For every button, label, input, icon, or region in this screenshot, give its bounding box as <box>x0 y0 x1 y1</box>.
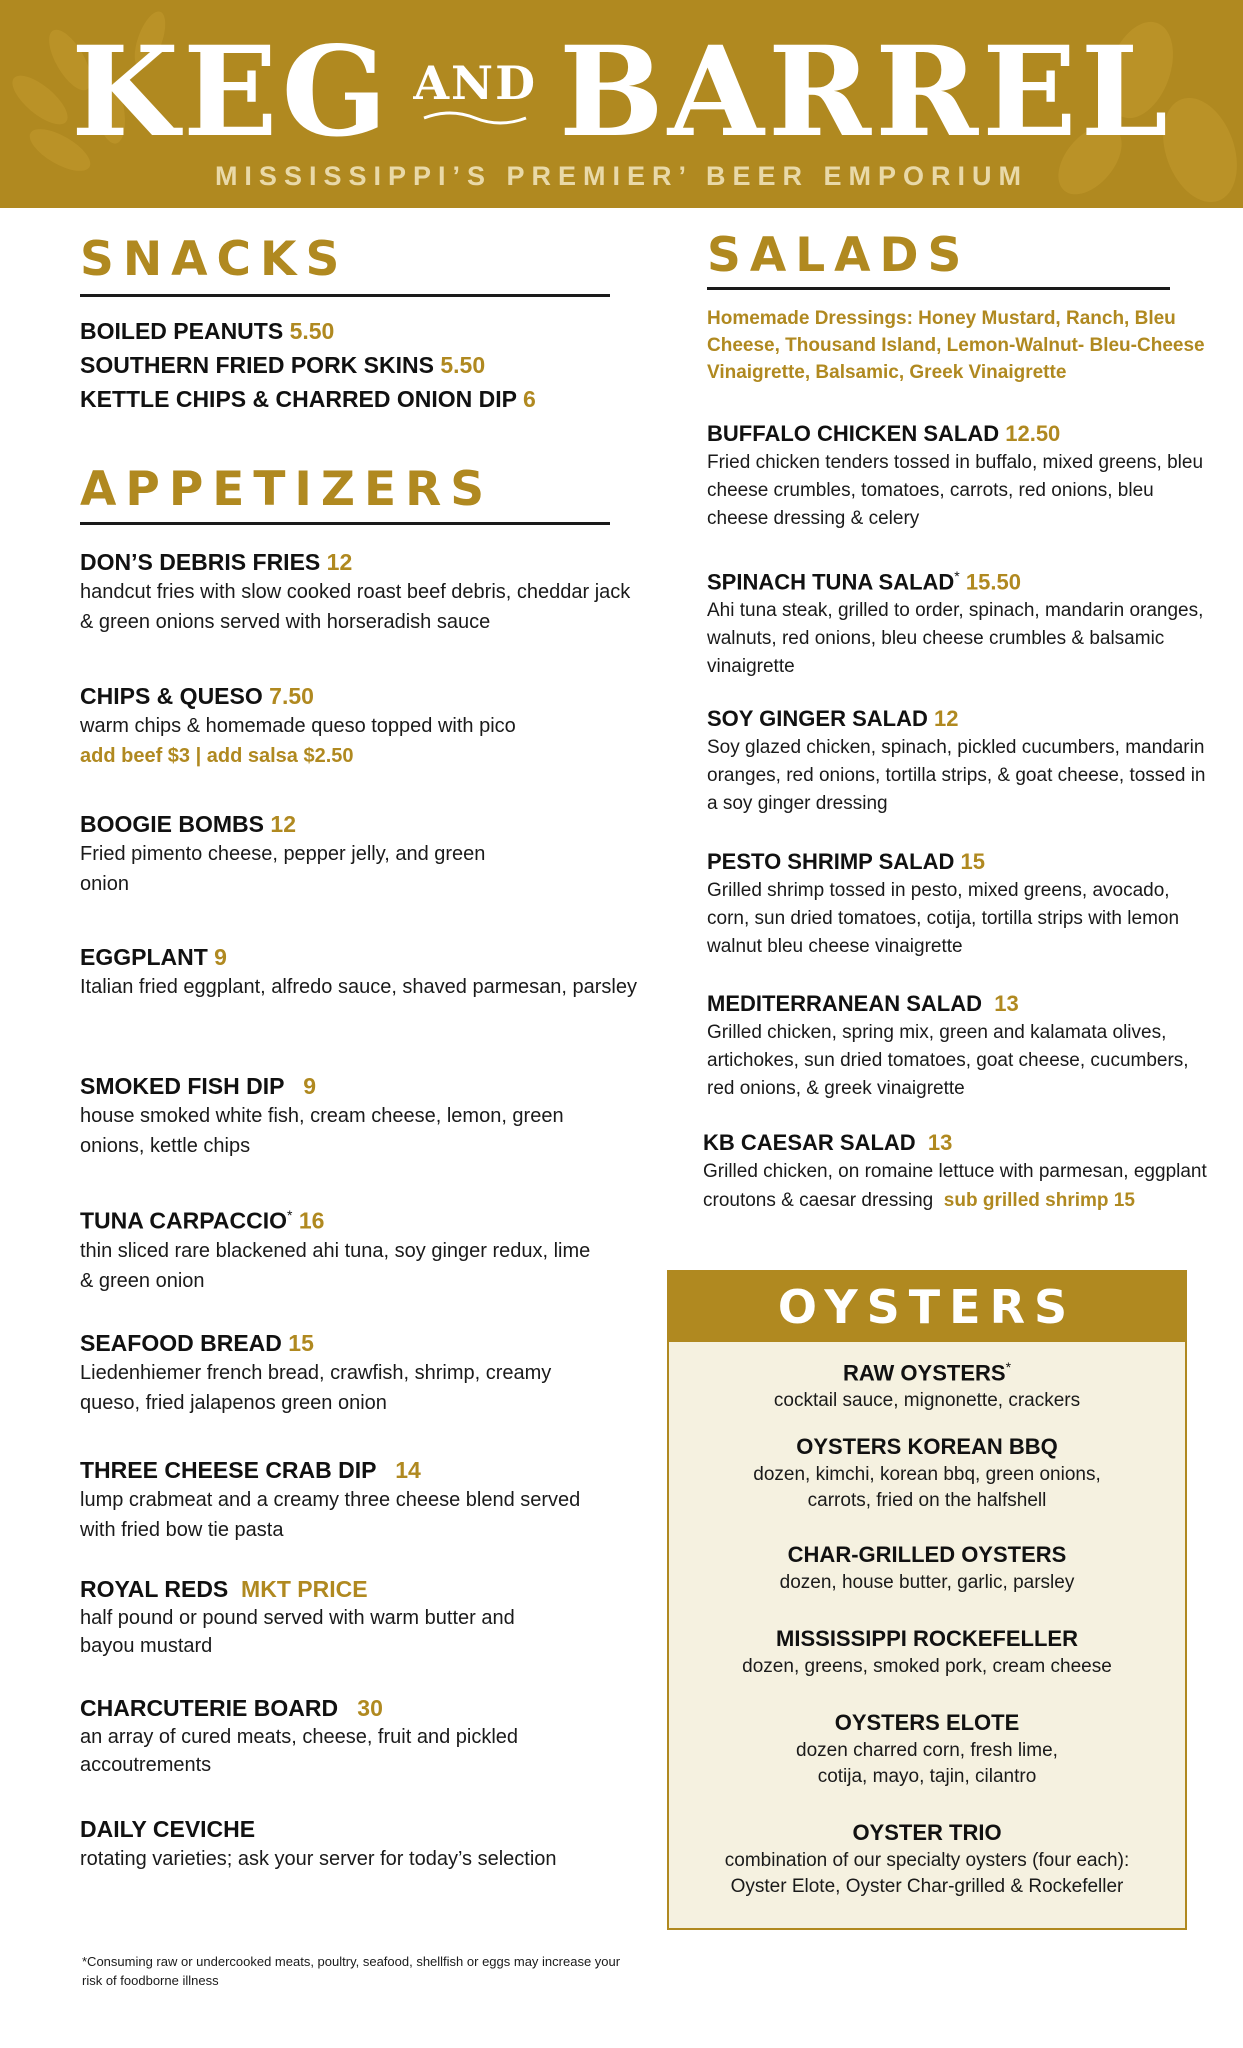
appetizer-item: ROYAL REDS MKT PRICE half pound or pound served with warm butter and bayou mustard <box>80 1576 515 1657</box>
oysters-box <box>667 1270 1187 1930</box>
snacks-heading: SNACKS <box>80 232 349 287</box>
salad-item: SOY GINGER SALAD 12 Soy glazed chicken, spinach, pickled cucumbers, mandarin oranges, red onions, tortilla strips, & goat cheese, tossed in a soy ginger dressing <box>707 706 1206 814</box>
appetizer-item: DAILY CEVICHE rotating varieties; ask your server for today’s selection <box>80 1816 557 1870</box>
appetizer-item: BOOGIE BOMBS 12 Fried pimento cheese, pepper jelly, and green onion <box>80 811 486 895</box>
snack-item: SOUTHERN FRIED PORK SKINS 5.50 <box>80 352 486 378</box>
oyster-item: MISSISSIPPI ROCKEFELLER dozen, greens, smoked pork, cream cheese <box>742 1626 1112 1677</box>
appetizer-item: SEAFOOD BREAD 15 Liedenhiemer french bread, crawfish, shrimp, creamy queso, fried jalapenos green onion <box>80 1330 552 1414</box>
salad-item: PESTO SHRIMP SALAD 15 Grilled shrimp tossed in pesto, mixed greens, avocado, corn, sun dried tomatoes, cotija, tortilla strips with lemon walnut bleu cheese vinaigrette <box>707 849 1180 957</box>
tagline: MISSISSIPPI’S PREMIER’ BEER EMPORIUM <box>214 161 1029 191</box>
oyster-item: OYSTER TRIO combination of our specialty oysters (four each): Oyster Elote, Oyster Char-grilled & Rockefeller <box>724 1820 1130 1897</box>
salad-item: KB CAESAR SALAD 13 Grilled chicken, on romaine lettuce with parmesan, eggplant croutons & caesar dressing sub grilled shrimp 15 <box>703 1130 1207 1211</box>
snacks-divider <box>80 294 610 297</box>
oysters-heading: OYSTERS <box>669 1272 1185 1342</box>
salads-heading: SALADS <box>707 228 971 283</box>
oyster-item: RAW OYSTERS* cocktail sauce, mignonette, crackers <box>773 1359 1081 1412</box>
appetizer-item: EGGPLANT 9 Italian fried eggplant, alfredo sauce, shaved parmesan, parsley <box>80 944 638 998</box>
food-safety-footnote: *Consuming raw or undercooked meats, poultry, seafood, shellfish or eggs may increase your risk of foodborne illness <box>82 1954 621 1988</box>
oyster-item: OYSTERS KOREAN BBQ dozen, kimchi, korean bbq, green onions, carrots, fried on the halfshell <box>753 1434 1101 1511</box>
salad-item: MEDITERRANEAN SALAD 13 Grilled chicken, spring mix, green and kalamata olives, artichokes, sun dried tomatoes, goat cheese, cucumbers, red onions, & greek vinaigrette <box>707 991 1189 1099</box>
appetizer-item: SMOKED FISH DIP 9 house smoked white fish, cream cheese, lemon, green onions, kettle chips <box>80 1073 564 1157</box>
logo-word-barrel: BARREL <box>559 20 1172 165</box>
menu-header <box>0 0 1243 208</box>
snack-item: BOILED PEANUTS 5.50 <box>80 318 335 344</box>
oyster-item: OYSTERS ELOTE dozen charred corn, fresh lime, cotija, mayo, tajin, cilantro <box>796 1710 1058 1787</box>
logo-and <box>413 56 537 126</box>
appetizers-heading: APPETIZERS <box>80 462 494 517</box>
appetizers-divider <box>80 522 610 525</box>
appetizer-item: TUNA CARPACCIO* 16 thin sliced rare blackened ahi tuna, soy ginger redux, lime & green onion <box>80 1207 591 1292</box>
restaurant-logo <box>0 20 1243 165</box>
salads-divider <box>707 287 1170 290</box>
appetizer-item: CHARCUTERIE BOARD 30 an array of cured meats, cheese, fruit and pickled accoutrements <box>80 1695 519 1776</box>
appetizer-item: THREE CHEESE CRAB DIP 14 lump crabmeat and a creamy three cheese blend served with fried bow tie pasta <box>80 1457 581 1541</box>
oyster-item: CHAR-GRILLED OYSTERS dozen, house butter, garlic, parsley <box>779 1542 1075 1593</box>
snack-item: KETTLE CHIPS & CHARRED ONION DIP 6 <box>80 386 536 412</box>
shrimp-upgrade: sub grilled shrimp 15 <box>943 1190 1135 1211</box>
dressings-note: Homemade Dressings: Honey Mustard, Ranch, Bleu Cheese, Thousand Island, Lemon-Walnut- Bleu-Cheese Vinaigrette, Balsamic, Greek Vinaigrette <box>707 308 1205 383</box>
snacks-list <box>80 314 640 416</box>
appetizer-item: DON’S DEBRIS FRIES 12 handcut fries with slow cooked roast beef debris, cheddar jack & green onions served with horseradish sauce <box>80 549 631 633</box>
swash-ornament <box>420 110 530 126</box>
appetizer-item: CHIPS & QUESO 7.50 warm chips & homemade queso topped with pico add beef $3 | add salsa $2.50 <box>80 681 640 771</box>
logo-word-keg: KEG <box>71 20 392 165</box>
logo-word-and: AND <box>413 56 537 110</box>
add-ons: add beef $3 | add salsa $2.50 <box>80 745 354 767</box>
salad-item: SPINACH TUNA SALAD* 15.50 Ahi tuna steak, grilled to order, spinach, mandarin oranges, walnuts, red onions, bleu cheese crumbles & balsamic vinaigrette <box>707 568 1204 678</box>
salad-item: BUFFALO CHICKEN SALAD 12.50 Fried chicken tenders tossed in buffalo, mixed greens, bleu cheese crumbles, tomatoes, carrots, red onions, bleu cheese dressing & celery <box>707 421 1204 529</box>
